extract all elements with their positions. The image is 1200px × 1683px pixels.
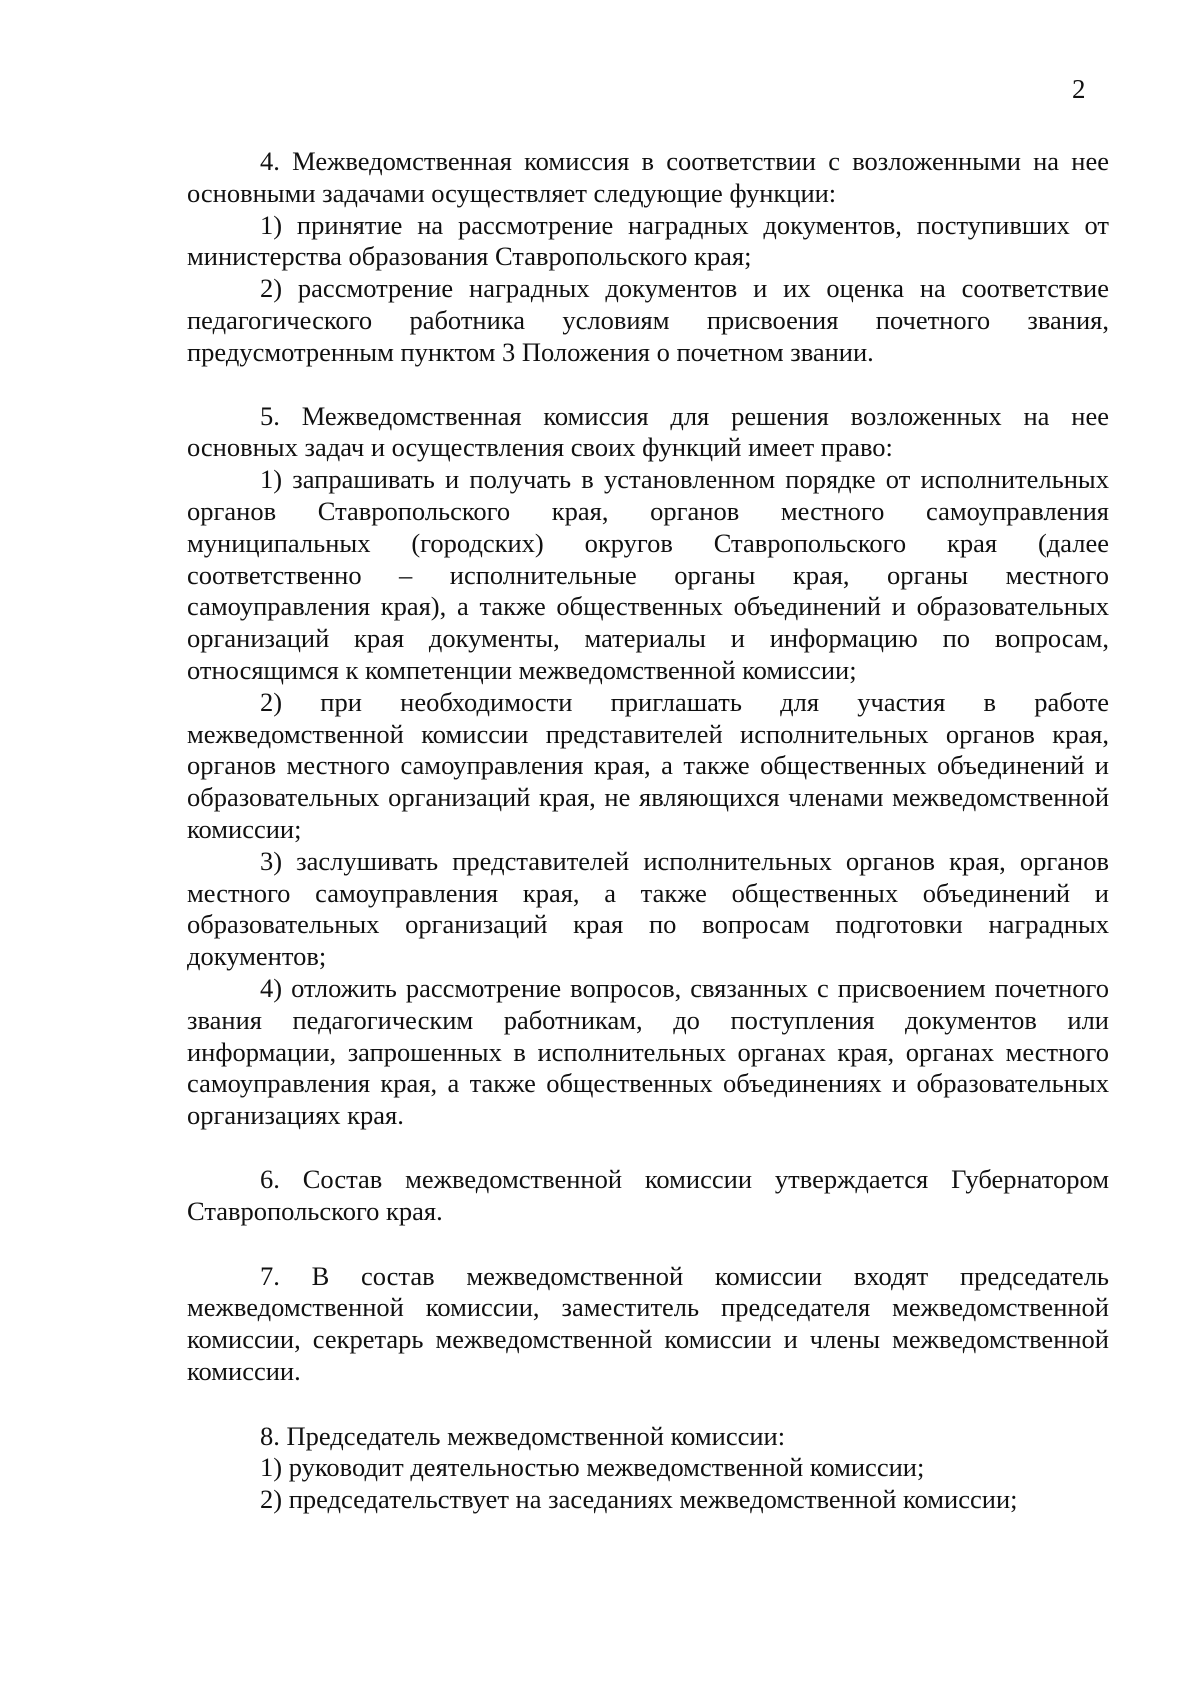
paragraph: 8. Председатель межведомственной комиссии: — [260, 1420, 786, 1451]
paragraph: 4. Межведомственная комиссия в соответствии с возложенными на нее основными задачами осуществляет следующие функции: — [187, 146, 1109, 208]
list-item: 3) заслушивать представителей исполнительных органов края, органов местного самоуправления края, а также общественных объединений и образовательных организаций края по вопросам подготовки наградных документов; — [187, 845, 1109, 972]
page-number: 2 — [1072, 74, 1086, 104]
paragraph: 5. Межведомственная комиссия для решения возложенных на нее основных задач и осуществления своих функций имеет право: — [187, 400, 1109, 463]
section-7 — [187, 1261, 1109, 1388]
section-8 — [187, 1421, 1109, 1516]
document-body — [187, 146, 1109, 1548]
list-item: 2) председательствует на заседаниях межведомственной комиссии; — [260, 1484, 1018, 1515]
list-item: 1) руководит деятельностью межведомственной комиссии; — [260, 1452, 925, 1483]
section-6 — [187, 1164, 1109, 1228]
list-item: 2) рассмотрение наградных документов и их оценка на соответствие педагогического работника условиям присвоения почетного звания, предусмотренным пунктом 3 Положения о почетном звании. — [187, 273, 1109, 367]
paragraph: 7. В состав межведомственной комиссии входят председатель межведомственной комиссии, заместитель председателя межведомственной комиссии, секретарь межведомственной комиссии и члены межведомственной комиссии. — [187, 1260, 1109, 1386]
list-item: 4) отложить рассмотрение вопросов, связанных с присвоением почетного звания педагогическим работникам, до поступления документов или информации, запрошенных в исполнительных органах края, органах местного самоуправления края, а также общественных объединениях и образовательных организациях края. — [187, 972, 1109, 1131]
paragraph: 6. Состав межведомственной комиссии утверждается Губернатором Ставропольского края. — [187, 1163, 1109, 1226]
list-item: 1) запрашивать и получать в установленном порядке от исполнительных органов Ставропольского края, органов местного самоуправления муниципальных (городских) округов Ставропольского края (далее соответственно – исполнительные органы края, органы местного самоуправления края), а также общественных объединений и образовательных организаций края документы, материалы и информацию по вопросам, относящимся к компетенции межведомственной комиссии; — [187, 464, 1109, 685]
list-item: 1) принятие на рассмотрение наградных документов, поступивших от министерства образования Ставропольского края; — [187, 209, 1109, 272]
section-4 — [187, 146, 1109, 369]
section-5 — [187, 401, 1109, 1132]
list-item: 2) при необходимости приглашать для участия в работе межведомственной комиссии представителей исполнительных органов края, органов местного самоуправления края, а также общественных объединений и образовательных организаций края, не являющихся членами межведомственной комиссии; — [187, 686, 1109, 844]
